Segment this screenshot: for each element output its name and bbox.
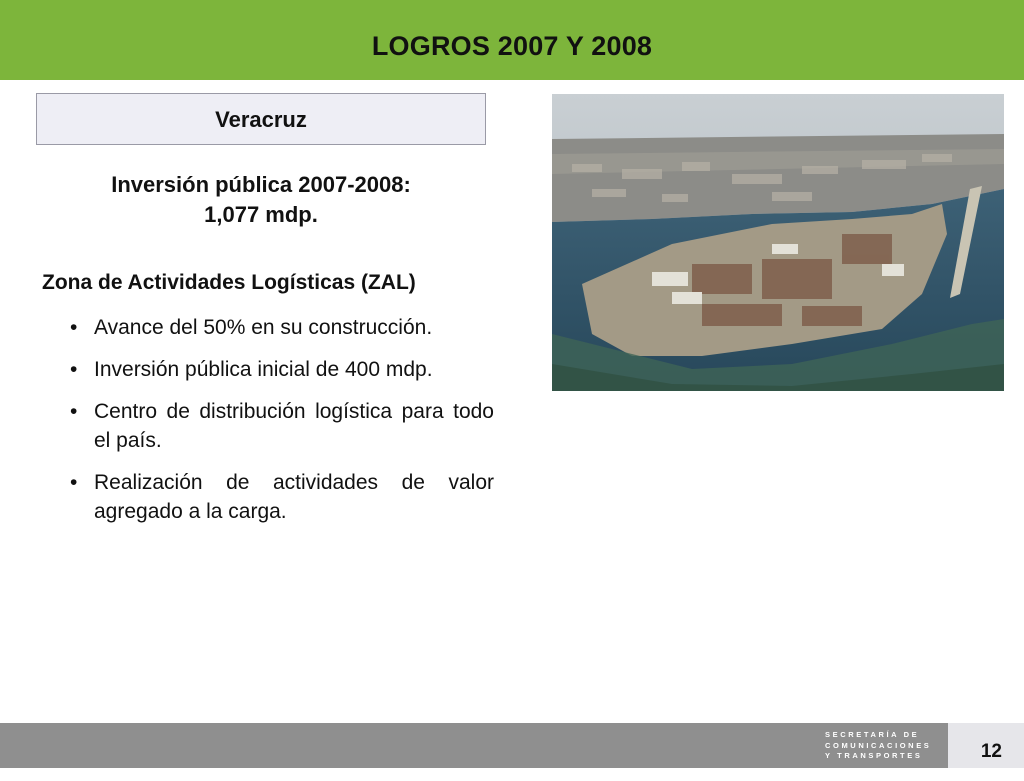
list-item [70, 313, 494, 342]
bullet-icon: • [70, 400, 78, 423]
investment-summary [36, 170, 486, 230]
logo-line: COMUNICACIONES [825, 740, 932, 750]
port-aerial-photo [552, 94, 1004, 391]
list-item [70, 397, 494, 455]
slide-title: LOGROS 2007 Y 2008 [371, 31, 653, 61]
footer-panel [0, 723, 948, 768]
page-number-box [948, 723, 1024, 768]
bullet-text: Realización de actividades de valor agregado a la carga. [94, 471, 494, 523]
bullet-icon: • [70, 316, 78, 339]
bullet-icon: • [70, 358, 78, 381]
bullet-text: Avance del 50% en su construcción. [94, 316, 433, 339]
sct-logo [825, 730, 931, 762]
zal-bullet-list [70, 313, 494, 539]
location-box [36, 93, 486, 145]
location-title: Veracruz [215, 107, 307, 132]
list-item [70, 468, 494, 526]
page-number: 12 [980, 741, 1002, 762]
logo-line: Y TRANSPORTES [825, 751, 923, 760]
list-item [70, 355, 494, 384]
investment-amount: 1,077 mdp. [204, 202, 318, 227]
logo-line: SECRETARÍA DE [825, 730, 920, 739]
bullet-text: Inversión pública inicial de 400 mdp. [94, 358, 433, 381]
zal-heading: Zona de Actividades Logísticas (ZAL) [42, 271, 416, 294]
bullet-icon: • [70, 471, 78, 494]
bullet-text: Centro de distribución logística para todo el país. [94, 400, 494, 452]
investment-label: Inversión pública 2007-2008: [111, 172, 411, 197]
